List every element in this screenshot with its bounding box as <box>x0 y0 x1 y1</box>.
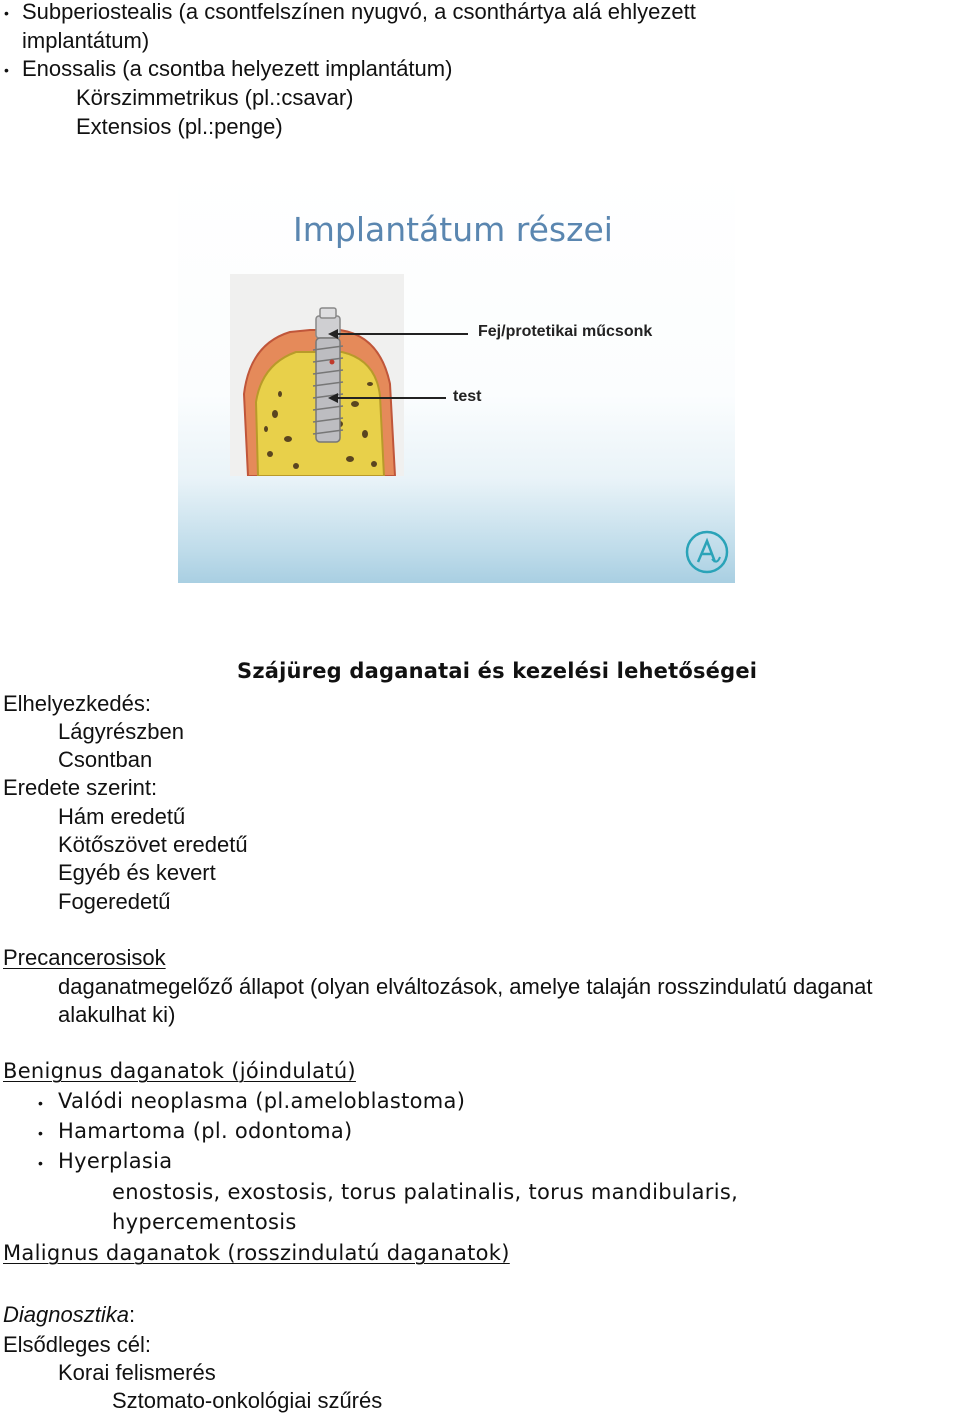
diagnostics-label: Diagnosztika <box>3 1302 129 1327</box>
precancerosis-def: daganatmegelőző állapot (olyan elváltozások, amelye talaján rosszindulatú daganat <box>58 974 873 999</box>
origin-connective: Kötőszövet eredetű <box>58 832 248 857</box>
bullet-dot: • <box>4 5 9 21</box>
primary-goal-heading: Elsődleges cél: <box>3 1332 151 1357</box>
bullet-dot: • <box>38 1095 43 1111</box>
sub-item-extensios: Extensios (pl.:penge) <box>76 114 283 139</box>
bullet-subperiostealis: Subperiostealis (a csontfelszínen nyugvó, a csonthártya alá ehlyezett <box>22 0 696 24</box>
location-bone: Csontban <box>58 747 153 772</box>
diagnostics-heading <box>3 1304 135 1326</box>
origin-odontogenic: Fogeredetű <box>58 889 171 914</box>
benign-heading: Benignus daganatok (jóindulatú) <box>3 1059 356 1083</box>
hyperplasia-examples: enostosis, exostosis, torus palatinalis, torus mandibularis, <box>112 1180 739 1204</box>
location-heading: Elhelyezkedés: <box>3 691 151 716</box>
precancerosis-heading: Precancerosisok <box>3 945 166 970</box>
precancerosis-def-cont: alakulhat ki) <box>58 1002 176 1027</box>
diagnostics-colon: : <box>128 1302 136 1327</box>
sub-item-korszimmetrikus: Körszimmetrikus (pl.:csavar) <box>76 85 354 110</box>
label-head: Fej/protetikai műcsonk <box>478 323 653 340</box>
malignant-heading: Malignus daganatok (rosszindulatú daganatok) <box>3 1241 510 1265</box>
benign-hyperplasia: Hyerplasia <box>58 1149 173 1173</box>
goal-screening: Sztomato-onkológiai szűrés <box>112 1388 383 1413</box>
label-arrows <box>178 166 735 583</box>
bullet-subperiostealis-cont: implantátum) <box>22 28 150 53</box>
implant-parts-slide <box>178 166 735 583</box>
benign-neoplasma: Valódi neoplasma (pl.ameloblastoma) <box>58 1089 466 1113</box>
section-title: Szájüreg daganatai és kezelési lehetőségei <box>237 659 758 683</box>
origin-mixed: Egyéb és kevert <box>58 860 216 885</box>
location-soft-tissue: Lágyrészben <box>58 719 184 744</box>
origin-heading: Eredete szerint: <box>3 775 158 800</box>
benign-hamartoma: Hamartoma (pl. odontoma) <box>58 1119 353 1143</box>
slide-title: Implantátum részei <box>293 210 613 249</box>
goal-early-detection: Korai felismerés <box>58 1360 216 1385</box>
hyperplasia-examples-cont: hypercementosis <box>112 1210 297 1234</box>
logo-icon <box>684 529 730 575</box>
bullet-dot: • <box>38 1155 43 1171</box>
bullet-dot: • <box>4 62 9 78</box>
origin-epithelial: Hám eredetű <box>58 804 186 829</box>
bullet-dot: • <box>38 1125 43 1141</box>
label-body: test <box>453 388 482 405</box>
bullet-enossalis: Enossalis (a csontba helyezett implantátum) <box>22 56 453 81</box>
